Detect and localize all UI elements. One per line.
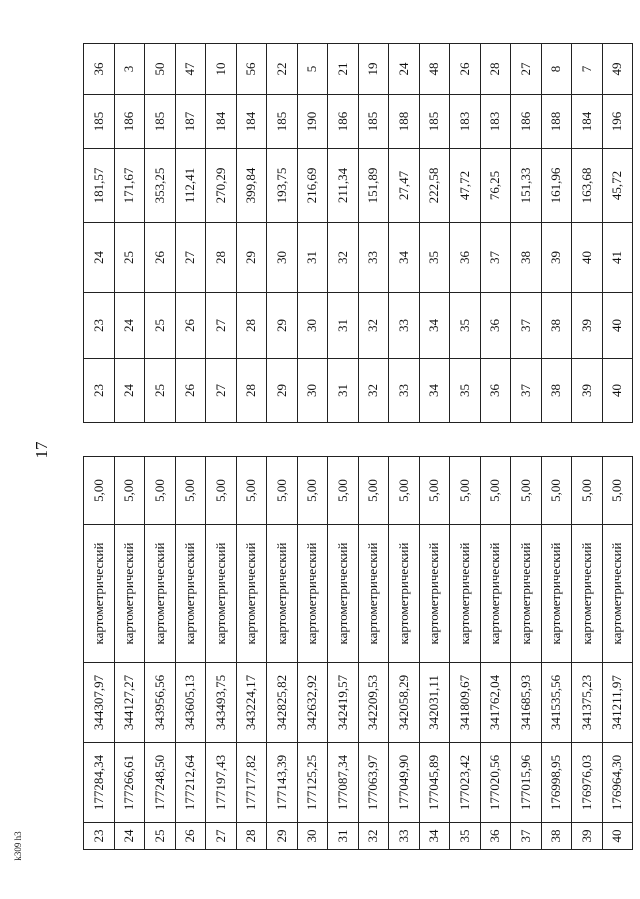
segment-number-cell: 24 (114, 359, 145, 423)
y-coordinate-cell: 341535,56 (541, 663, 572, 743)
point-number-cell: 28 (236, 823, 267, 850)
accuracy-cell: 5,00 (602, 457, 633, 525)
footer-mark: k309 h3 (13, 831, 23, 861)
y-coordinate-cell: 344127,27 (114, 663, 145, 743)
to-point-cell: 32 (328, 223, 359, 293)
from-point-cell: 25 (145, 293, 176, 359)
from-point-cell: 23 (84, 293, 115, 359)
to-point-cell: 25 (114, 223, 145, 293)
table-row (480, 457, 511, 850)
minutes-cell: 49 (602, 44, 633, 95)
distance-cell: 193,75 (267, 149, 298, 223)
point-number-cell: 36 (480, 823, 511, 850)
to-point-cell: 29 (236, 223, 267, 293)
distance-cell: 163,68 (572, 149, 603, 223)
from-point-cell: 32 (358, 293, 389, 359)
degrees-cell: 188 (389, 95, 420, 149)
accuracy-cell: 5,00 (297, 457, 328, 525)
table-row (511, 457, 542, 850)
minutes-cell: 48 (419, 44, 450, 95)
degrees-cell: 185 (267, 95, 298, 149)
segment-number-cell: 39 (572, 359, 603, 423)
to-point-cell: 36 (450, 223, 481, 293)
y-coordinate-cell: 342419,57 (328, 663, 359, 743)
method-cell: картометрический (175, 525, 206, 663)
distance-cell: 399,84 (236, 149, 267, 223)
table-row (175, 457, 206, 850)
method-cell: картометрический (419, 525, 450, 663)
distance-cell: 216,69 (297, 149, 328, 223)
to-point-cell: 31 (297, 223, 328, 293)
method-cell: картометрический (511, 525, 542, 663)
accuracy-cell: 5,00 (419, 457, 450, 525)
degrees-cell: 185 (145, 95, 176, 149)
x-coordinate-cell: 177023,42 (450, 743, 481, 823)
method-cell: картометрический (541, 525, 572, 663)
minutes-cell: 7 (572, 44, 603, 95)
accuracy-cell: 5,00 (236, 457, 267, 525)
segment-number-cell: 32 (358, 359, 389, 423)
table-row (114, 44, 145, 423)
distance-cell: 76,25 (480, 149, 511, 223)
accuracy-cell: 5,00 (389, 457, 420, 525)
minutes-cell: 21 (328, 44, 359, 95)
table-row (541, 457, 572, 850)
from-point-cell: 30 (297, 293, 328, 359)
y-coordinate-cell: 341762,04 (480, 663, 511, 743)
x-coordinate-cell: 177015,96 (511, 743, 542, 823)
point-number-cell: 39 (572, 823, 603, 850)
point-number-cell: 37 (511, 823, 542, 850)
segment-number-cell: 29 (267, 359, 298, 423)
method-cell: картометрический (358, 525, 389, 663)
from-point-cell: 37 (511, 293, 542, 359)
y-coordinate-cell: 342825,82 (267, 663, 298, 743)
from-point-cell: 27 (206, 293, 237, 359)
point-number-cell: 40 (602, 823, 633, 850)
segment-number-cell: 40 (602, 359, 633, 423)
y-coordinate-cell: 344307,97 (84, 663, 115, 743)
segment-number-cell: 26 (175, 359, 206, 423)
degrees-cell: 188 (541, 95, 572, 149)
x-coordinate-cell: 177020,56 (480, 743, 511, 823)
segment-number-cell: 37 (511, 359, 542, 423)
from-point-cell: 33 (389, 293, 420, 359)
segment-number-cell: 27 (206, 359, 237, 423)
x-coordinate-cell: 177143,39 (267, 743, 298, 823)
distance-cell: 181,57 (84, 149, 115, 223)
table-row (572, 457, 603, 850)
method-cell: картометрический (206, 525, 237, 663)
method-cell: картометрический (114, 525, 145, 663)
point-number-cell: 24 (114, 823, 145, 850)
to-point-cell: 28 (206, 223, 237, 293)
table-row (84, 44, 115, 423)
table-row (175, 44, 206, 423)
x-coordinate-cell: 177087,34 (328, 743, 359, 823)
accuracy-cell: 5,00 (328, 457, 359, 525)
method-cell: картометрический (572, 525, 603, 663)
from-point-cell: 40 (602, 293, 633, 359)
table-row (419, 457, 450, 850)
point-number-cell: 27 (206, 823, 237, 850)
table-row (145, 457, 176, 850)
degrees-cell: 184 (236, 95, 267, 149)
point-number-cell: 31 (328, 823, 359, 850)
point-number-cell: 30 (297, 823, 328, 850)
from-point-cell: 38 (541, 293, 572, 359)
table-row (358, 44, 389, 423)
rotated-table-area (83, 44, 625, 850)
table-row (511, 44, 542, 423)
segment-number-cell: 30 (297, 359, 328, 423)
distance-cell: 151,33 (511, 149, 542, 223)
y-coordinate-cell: 341211,97 (602, 663, 633, 743)
to-point-cell: 26 (145, 223, 176, 293)
distance-cell: 222,58 (419, 149, 450, 223)
table-row (328, 44, 359, 423)
from-point-cell: 35 (450, 293, 481, 359)
x-coordinate-cell: 177049,90 (389, 743, 420, 823)
table-row (236, 457, 267, 850)
point-number-cell: 23 (84, 823, 115, 850)
table-row (541, 44, 572, 423)
x-coordinate-cell: 177063,97 (358, 743, 389, 823)
y-coordinate-cell: 342632,92 (297, 663, 328, 743)
x-coordinate-cell: 177266,61 (114, 743, 145, 823)
accuracy-cell: 5,00 (572, 457, 603, 525)
segment-number-cell: 36 (480, 359, 511, 423)
table-row (297, 457, 328, 850)
y-coordinate-cell: 343493,75 (206, 663, 237, 743)
segment-number-cell: 34 (419, 359, 450, 423)
segments-table (83, 43, 633, 423)
x-coordinate-cell: 177177,82 (236, 743, 267, 823)
distance-cell: 171,67 (114, 149, 145, 223)
point-number-cell: 38 (541, 823, 572, 850)
minutes-cell: 5 (297, 44, 328, 95)
method-cell: картометрический (450, 525, 481, 663)
degrees-cell: 185 (84, 95, 115, 149)
table-row (206, 457, 237, 850)
degrees-cell: 190 (297, 95, 328, 149)
y-coordinate-cell: 343956,56 (145, 663, 176, 743)
table-row (419, 44, 450, 423)
segment-number-cell: 23 (84, 359, 115, 423)
from-point-cell: 26 (175, 293, 206, 359)
distance-cell: 211,34 (328, 149, 359, 223)
to-point-cell: 27 (175, 223, 206, 293)
to-point-cell: 38 (511, 223, 542, 293)
x-coordinate-cell: 177125,25 (297, 743, 328, 823)
table-row (450, 44, 481, 423)
from-point-cell: 36 (480, 293, 511, 359)
table-row (602, 44, 633, 423)
y-coordinate-cell: 341375,23 (572, 663, 603, 743)
degrees-cell: 185 (419, 95, 450, 149)
from-point-cell: 39 (572, 293, 603, 359)
accuracy-cell: 5,00 (450, 457, 481, 525)
distance-cell: 47,72 (450, 149, 481, 223)
degrees-cell: 184 (572, 95, 603, 149)
table-row (236, 44, 267, 423)
accuracy-cell: 5,00 (480, 457, 511, 525)
method-cell: картометрический (389, 525, 420, 663)
distance-cell: 112,41 (175, 149, 206, 223)
distance-cell: 151,89 (358, 149, 389, 223)
minutes-cell: 26 (450, 44, 481, 95)
degrees-cell: 184 (206, 95, 237, 149)
minutes-cell: 10 (206, 44, 237, 95)
table-row (145, 44, 176, 423)
to-point-cell: 39 (541, 223, 572, 293)
point-number-cell: 32 (358, 823, 389, 850)
distance-cell: 353,25 (145, 149, 176, 223)
accuracy-cell: 5,00 (267, 457, 298, 525)
table-row (206, 44, 237, 423)
to-point-cell: 30 (267, 223, 298, 293)
distance-cell: 27,47 (389, 149, 420, 223)
minutes-cell: 36 (84, 44, 115, 95)
from-point-cell: 28 (236, 293, 267, 359)
table-row (267, 44, 298, 423)
minutes-cell: 47 (175, 44, 206, 95)
degrees-cell: 185 (358, 95, 389, 149)
y-coordinate-cell: 342031,11 (419, 663, 450, 743)
from-point-cell: 31 (328, 293, 359, 359)
distance-cell: 161,96 (541, 149, 572, 223)
accuracy-cell: 5,00 (206, 457, 237, 525)
y-coordinate-cell: 343605,13 (175, 663, 206, 743)
x-coordinate-cell: 177284,34 (84, 743, 115, 823)
method-cell: картометрический (267, 525, 298, 663)
x-coordinate-cell: 177045,89 (419, 743, 450, 823)
table-row (480, 44, 511, 423)
accuracy-cell: 5,00 (114, 457, 145, 525)
method-cell: картометрический (236, 525, 267, 663)
minutes-cell: 56 (236, 44, 267, 95)
segment-number-cell: 31 (328, 359, 359, 423)
to-point-cell: 40 (572, 223, 603, 293)
segment-number-cell: 38 (541, 359, 572, 423)
point-number-cell: 35 (450, 823, 481, 850)
minutes-cell: 27 (511, 44, 542, 95)
degrees-cell: 186 (328, 95, 359, 149)
table-row (572, 44, 603, 423)
point-number-cell: 29 (267, 823, 298, 850)
to-point-cell: 35 (419, 223, 450, 293)
accuracy-cell: 5,00 (358, 457, 389, 525)
y-coordinate-cell: 342058,29 (389, 663, 420, 743)
table-row (389, 457, 420, 850)
to-point-cell: 33 (358, 223, 389, 293)
x-coordinate-cell: 177197,43 (206, 743, 237, 823)
to-point-cell: 41 (602, 223, 633, 293)
point-number-cell: 26 (175, 823, 206, 850)
distance-cell: 45,72 (602, 149, 633, 223)
point-number-cell: 34 (419, 823, 450, 850)
x-coordinate-cell: 176976,03 (572, 743, 603, 823)
degrees-cell: 186 (114, 95, 145, 149)
segment-number-cell: 33 (389, 359, 420, 423)
coordinates-table (83, 456, 633, 850)
table-row (328, 457, 359, 850)
point-number-cell: 33 (389, 823, 420, 850)
point-number-cell: 25 (145, 823, 176, 850)
table-row (450, 457, 481, 850)
segment-number-cell: 35 (450, 359, 481, 423)
method-cell: картометрический (328, 525, 359, 663)
rotated-content (83, 44, 625, 850)
x-coordinate-cell: 176998,95 (541, 743, 572, 823)
x-coordinate-cell: 176964,30 (602, 743, 633, 823)
minutes-cell: 50 (145, 44, 176, 95)
distance-cell: 270,29 (206, 149, 237, 223)
to-point-cell: 34 (389, 223, 420, 293)
from-point-cell: 34 (419, 293, 450, 359)
accuracy-cell: 5,00 (175, 457, 206, 525)
table-row (602, 457, 633, 850)
minutes-cell: 19 (358, 44, 389, 95)
accuracy-cell: 5,00 (84, 457, 115, 525)
method-cell: картометрический (297, 525, 328, 663)
minutes-cell: 24 (389, 44, 420, 95)
method-cell: картометрический (84, 525, 115, 663)
method-cell: картометрический (602, 525, 633, 663)
table-row (389, 44, 420, 423)
degrees-cell: 183 (450, 95, 481, 149)
table-row (114, 457, 145, 850)
x-coordinate-cell: 177248,50 (145, 743, 176, 823)
y-coordinate-cell: 343224,17 (236, 663, 267, 743)
accuracy-cell: 5,00 (145, 457, 176, 525)
degrees-cell: 186 (511, 95, 542, 149)
degrees-cell: 183 (480, 95, 511, 149)
degrees-cell: 187 (175, 95, 206, 149)
method-cell: картометрический (480, 525, 511, 663)
degrees-cell: 196 (602, 95, 633, 149)
y-coordinate-cell: 341685,93 (511, 663, 542, 743)
to-point-cell: 24 (84, 223, 115, 293)
from-point-cell: 29 (267, 293, 298, 359)
page-number: 17 (32, 441, 51, 459)
from-point-cell: 24 (114, 293, 145, 359)
minutes-cell: 8 (541, 44, 572, 95)
to-point-cell: 37 (480, 223, 511, 293)
accuracy-cell: 5,00 (541, 457, 572, 525)
minutes-cell: 22 (267, 44, 298, 95)
table-row (297, 44, 328, 423)
minutes-cell: 3 (114, 44, 145, 95)
y-coordinate-cell: 342209,53 (358, 663, 389, 743)
x-coordinate-cell: 177212,64 (175, 743, 206, 823)
minutes-cell: 28 (480, 44, 511, 95)
table-row (358, 457, 389, 850)
segment-number-cell: 28 (236, 359, 267, 423)
accuracy-cell: 5,00 (511, 457, 542, 525)
table-row (267, 457, 298, 850)
y-coordinate-cell: 341809,67 (450, 663, 481, 743)
method-cell: картометрический (145, 525, 176, 663)
segment-number-cell: 25 (145, 359, 176, 423)
table-row (84, 457, 115, 850)
